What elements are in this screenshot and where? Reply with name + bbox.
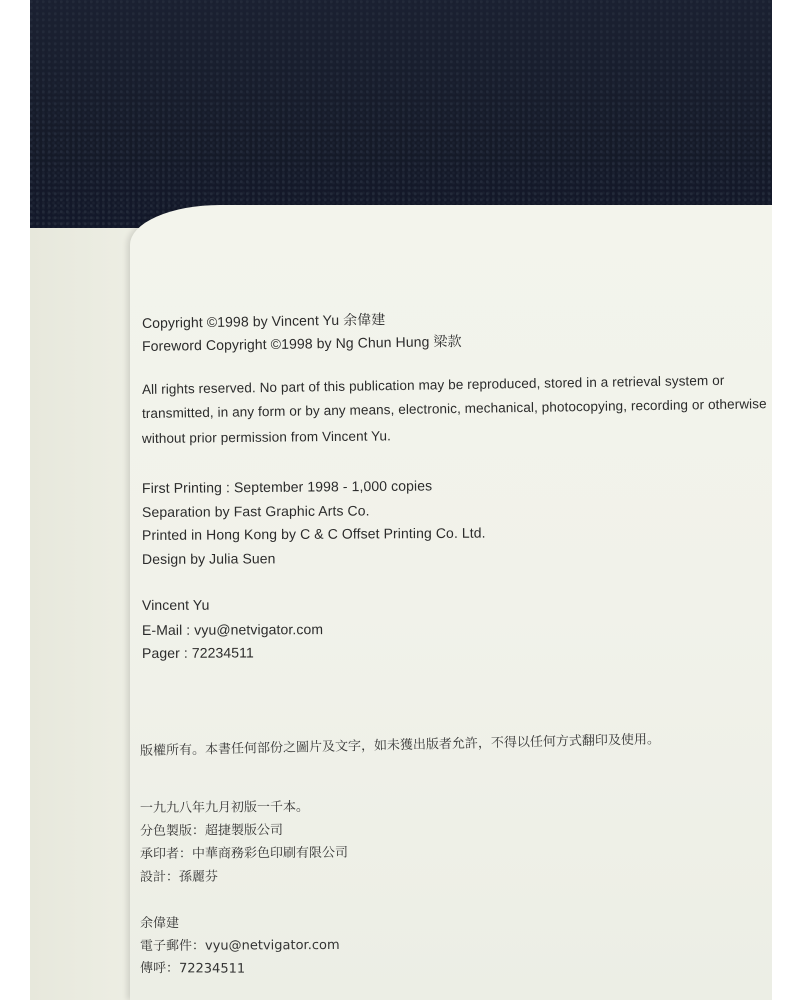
first-printing-line: First Printing : September 1998 - 1,000 copies: [141, 477, 433, 496]
contact-pager: Pager : 72234511: [141, 644, 254, 661]
rights-line-2: transmitted, in any form or by any means, electronic, mechanical, photocopying, recording or otherwise: [141, 396, 767, 421]
design-line: Design by Julia Suen: [141, 550, 276, 567]
rights-zh-line: 版權所有。本書任何部份之圖片及文字，如未獲出版者允許，不得以任何方式翻印及使用。: [139, 732, 661, 759]
printing-zh-line-4: 設計：孫麗芬: [139, 869, 219, 885]
copyright-line: Copyright ©1998 by Vincent Yu 余偉建: [141, 311, 386, 331]
printed-in-line: Printed in Hong Kong by C & C Offset Printing Co. Ltd.: [141, 524, 486, 543]
contact-zh-pager: 傳呼：72234511: [139, 961, 246, 977]
contact-name: Vincent Yu: [141, 596, 210, 613]
white-border: [772, 0, 800, 1000]
dark-fabric-backdrop: [30, 0, 772, 240]
printing-zh-line-2: 分色製版：超捷製版公司: [139, 823, 284, 839]
foreword-copyright-line: Foreword Copyright ©1998 by Ng Chun Hung 梁款: [141, 332, 462, 354]
rights-line-3: without prior permission from Vincent Yu.: [141, 428, 392, 446]
rights-line-1: All rights reserved. No part of this publication may be reproduced, stored in a retrieval system or: [141, 372, 725, 397]
contact-email: E-Mail : vyu@netvigator.com: [141, 621, 324, 638]
contact-zh-email: 電子郵件：vyu@netvigator.com: [139, 937, 340, 954]
printing-zh-line-3: 承印者：中華商務彩色印刷有限公司: [139, 845, 349, 862]
printing-zh-line-1: 一九九八年九月初版一千本。: [139, 799, 310, 816]
contact-zh-name: 余偉建: [139, 916, 180, 932]
separation-line: Separation by Fast Graphic Arts Co.: [141, 502, 370, 520]
